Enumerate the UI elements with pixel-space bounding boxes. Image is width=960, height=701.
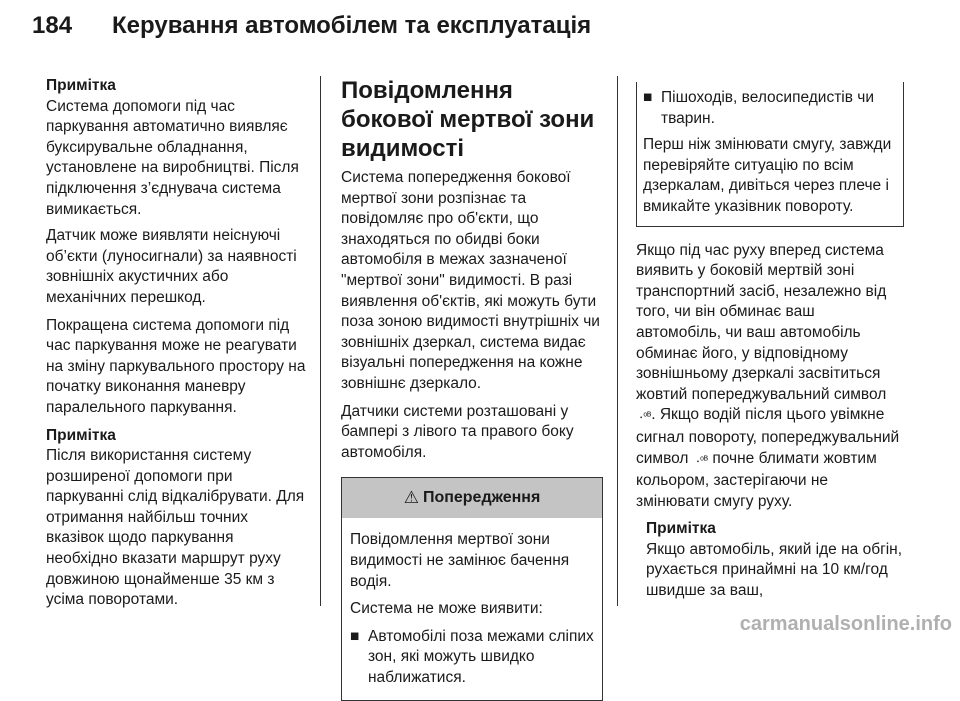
note-title: Примітка: [46, 77, 116, 94]
column-left: [46, 76, 308, 617]
paragraph: Датчики системи розташовані у бампері з лівого та правого боку автомобіля.: [341, 402, 574, 461]
page-title: Керування автомобілем та експлуатація: [112, 12, 592, 39]
warning-triangle-icon: ⚠: [403, 488, 419, 508]
note-text: Якщо автомобіль, який іде на обгін, рухається принаймні на 10 км/год швидше за ваш,: [646, 540, 903, 600]
page-header: [0, 0, 960, 58]
warning-title: Попередження: [422, 489, 541, 507]
watermark: carmanualsonline.info: [739, 613, 952, 635]
paragraph: Датчик може виявляти неіснуючі об’єкти (луносигнали) за наявності зовнішніх акустичних або механічних перешкод.: [46, 227, 297, 306]
warning-body: [342, 518, 602, 700]
paragraph: Покращена система допомоги під час паркування може не реагувати на зміну паркувального простору на початку виконання маневру паралельного паркування.: [46, 316, 306, 416]
list-item: [643, 88, 895, 129]
warning-header: [342, 478, 602, 518]
note-title: Примітка: [646, 520, 716, 538]
note-text: Після використання систему розширеної допомоги при паркуванні слід відкалібрувати. Для отримання найбільш точних вказівок щодо паркування необхідно вказати маршрут руху довжиною щонайменше 35 км з усіма поворотами.: [46, 447, 305, 609]
section-heading: Повідомлення бокової мертвої зони видимості: [341, 77, 595, 162]
list-item-text: Автомобілі поза межами сліпих зон, які можуть швидко наближатися.: [368, 627, 594, 686]
note-text: Система допомоги під час паркування автоматично виявляє буксирувальне обладнання, установлене на виробництві. Після підключення з’єднувача система вимикається.: [46, 97, 299, 218]
paragraph: Система попередження бокової мертвої зони розпізнає та повідомляє про об'єкти, що знаходяться по обидві боки автомобіля в межах зазначеної "мертвої зони" видимості. В разі виявлення об'єктів, які можуть бути поза зоною видимості внутрішніх чи зовнішніх дзеркал, система видає візуальні попередження на кожне зовнішнє дзеркало.: [341, 169, 600, 392]
column-middle: [341, 76, 603, 701]
warning-box: [341, 477, 603, 701]
paragraph-text: . Якщо водій після цього увімкне сигнал повороту, попереджувальний символ: [636, 406, 900, 467]
paragraph-text: Якщо під час руху вперед система виявить у боковій мертвій зоні транспортний засіб, незалежно від того, чи він обминає ваш автомобіль, чи ваш автомобіль обминає його, у відповідному зовнішньому дзеркалі засвітиться жовтий попереджувальний символ: [636, 241, 887, 403]
list-item: [350, 627, 594, 689]
warning-box-continued: [636, 82, 904, 227]
side-blind-zone-symbol-icon: ⠠ᵒᴮ: [636, 411, 652, 423]
list-item-text: Пішоходів, велосипедистів чи тварин.: [661, 89, 875, 127]
warning-text: Перш ніж змінювати смугу, завжди перевіряйте ситуацію по всім дзеркалам, дивіться через плече і вмикайте указівник повороту.: [643, 136, 892, 215]
column-right: [636, 82, 904, 608]
warning-text: Повідомлення мертвої зони видимості не замінює бачення водія.: [350, 531, 570, 590]
paragraph-text: почне блимати жовтим кольором, застерігаючи не змінювати смугу руху.: [636, 449, 877, 510]
note-title: Примітка: [46, 426, 116, 444]
bullet-square-icon: ■: [643, 89, 653, 106]
bullet-square-icon: ■: [350, 627, 360, 645]
side-blind-zone-symbol-icon: ⠠ᵒᴮ: [692, 454, 709, 466]
page-number: 184: [32, 12, 73, 39]
column-divider: [320, 76, 321, 606]
paragraph: [636, 241, 904, 513]
warning-text: Система не може виявити:: [350, 600, 543, 618]
column-divider: [617, 76, 618, 606]
